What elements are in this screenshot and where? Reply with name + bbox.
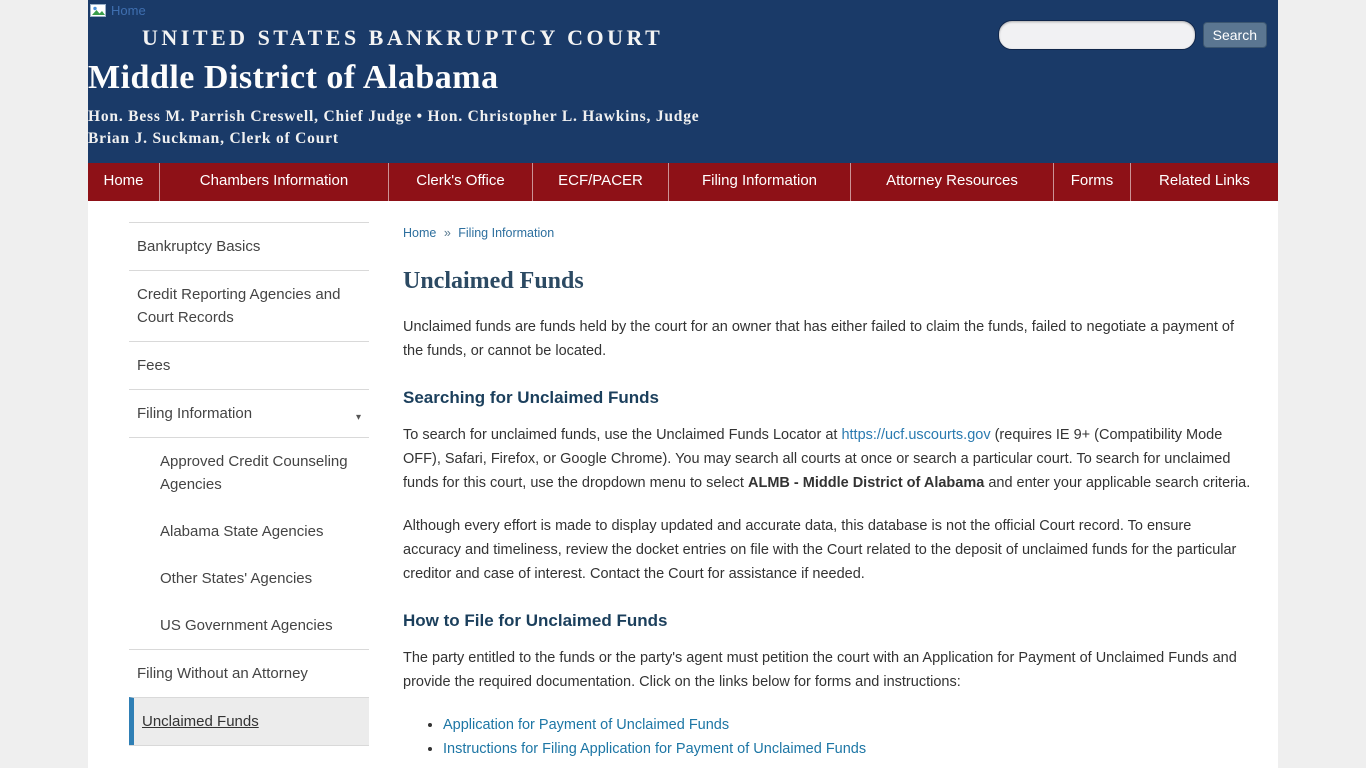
disclaimer-paragraph: Although every effort is made to display updated and accurate data, this database is not the official Court record. To ensure accuracy and timeliness, review the docket entries on file with the Court related to the deposit of unclaimed funds for the particular creditor and case of interest. Contact the Court for assistance if needed. [403, 517, 1237, 582]
nav-item-attorney-resources[interactable]: Attorney Resources [850, 163, 1053, 201]
nav-item-forms[interactable]: Forms [1053, 163, 1130, 201]
site-header [88, 0, 1278, 163]
searching-text-1: To search for unclaimed funds, use the Unclaimed Funds Locator at [403, 426, 842, 443]
sidebar-item-unclaimed-funds[interactable]: Unclaimed Funds [129, 697, 369, 745]
sidebar-item-approved-credit-counseling[interactable]: Approved Credit Counseling Agencies [129, 437, 369, 508]
searching-text-3: and enter your applicable search criteria. [984, 474, 1251, 491]
district-name: Middle District of Alabama [88, 58, 499, 96]
searching-paragraph [403, 423, 1251, 495]
court-code-bold: ALMB - Middle District of Alabama [747, 474, 985, 491]
nav-item-related-links[interactable]: Related Links [1130, 163, 1278, 201]
home-logo-link[interactable] [90, 3, 146, 18]
clerk-line: Brian J. Suckman, Clerk of Court [88, 129, 339, 147]
nav-item-clerks-office[interactable]: Clerk's Office [388, 163, 532, 201]
how-to-file-paragraph: The party entitled to the funds or the party's agent must petition the court with an Application for Payment of Unclaimed Funds and provide the required documentation. Click on the links below for forms and instructions: [403, 649, 1237, 690]
searching-text-2: (requires IE 9+ (Compatibility Mode OFF), Safari, Firefox, or Google Chrome). You may search all courts at once or search a particular court. To search for unclaimed funds for this court, use the dropdown menu to select [403, 426, 1231, 491]
home-link-label: Home [111, 3, 146, 18]
content-area [88, 201, 1278, 768]
broken-image-icon [90, 4, 107, 18]
court-staff [88, 106, 1278, 150]
search-input[interactable] [998, 20, 1196, 50]
main-navigation [88, 163, 1278, 201]
sidebar-item-filing-information[interactable]: Filing Information ▾ [129, 389, 369, 437]
ucf-uscourts-link[interactable]: https://ucf.uscourts.gov [841, 426, 991, 443]
search-area [998, 20, 1267, 50]
intro-paragraph: Unclaimed funds are funds held by the court for an owner that has either failed to claim the funds, failed to negotiate a payment of the funds, or cannot be located. [403, 318, 1235, 359]
court-name: UNITED STATES BANKRUPTCY COURT [142, 24, 664, 50]
breadcrumb-separator: » [443, 225, 451, 240]
sidebar [129, 222, 369, 768]
section-heading-how-to-file: How to File for Unclaimed Funds [403, 610, 668, 630]
search-button[interactable]: Search [1203, 22, 1267, 48]
list-item [443, 737, 1251, 762]
breadcrumb-filing-information-link[interactable]: Filing Information [458, 225, 555, 240]
sidebar-menu [129, 222, 369, 746]
page-container [88, 0, 1278, 768]
sidebar-item-filing-without-attorney[interactable]: Filing Without an Attorney [129, 649, 369, 697]
page-title: Unclaimed Funds [403, 267, 584, 294]
forms-link-list [443, 713, 1251, 762]
section-heading-searching: Searching for Unclaimed Funds [403, 387, 659, 407]
sidebar-item-other-states-agencies[interactable]: Other States' Agencies [160, 569, 313, 587]
sidebar-item-alabama-state-agencies[interactable]: Alabama State Agencies [160, 522, 324, 540]
application-payment-link[interactable]: Application for Payment of Unclaimed Funds [443, 716, 730, 733]
breadcrumb [403, 226, 1251, 240]
list-item [443, 713, 1251, 738]
judges-line: Hon. Bess M. Parrish Creswell, Chief Judge • Hon. Christopher L. Hawkins, Judge [88, 107, 700, 125]
sidebar-item-bankruptcy-basics[interactable]: Bankruptcy Basics [129, 222, 369, 270]
nav-item-ecf-pacer[interactable]: ECF/PACER [532, 163, 668, 201]
sidebar-item-us-government-agencies[interactable]: US Government Agencies [160, 616, 333, 634]
main-content [403, 222, 1251, 768]
breadcrumb-home-link[interactable]: Home [403, 225, 437, 240]
nav-item-filing-information[interactable]: Filing Information [668, 163, 850, 201]
sidebar-item-credit-reporting[interactable]: Credit Reporting Agencies and Court Records [129, 270, 369, 341]
nav-item-chambers-information[interactable]: Chambers Information [159, 163, 388, 201]
sidebar-item-fees[interactable]: Fees [129, 341, 369, 389]
instructions-filing-link[interactable]: Instructions for Filing Application for Payment of Unclaimed Funds [443, 741, 867, 757]
chevron-down-icon: ▾ [355, 411, 361, 423]
nav-item-home[interactable]: Home [103, 171, 144, 189]
